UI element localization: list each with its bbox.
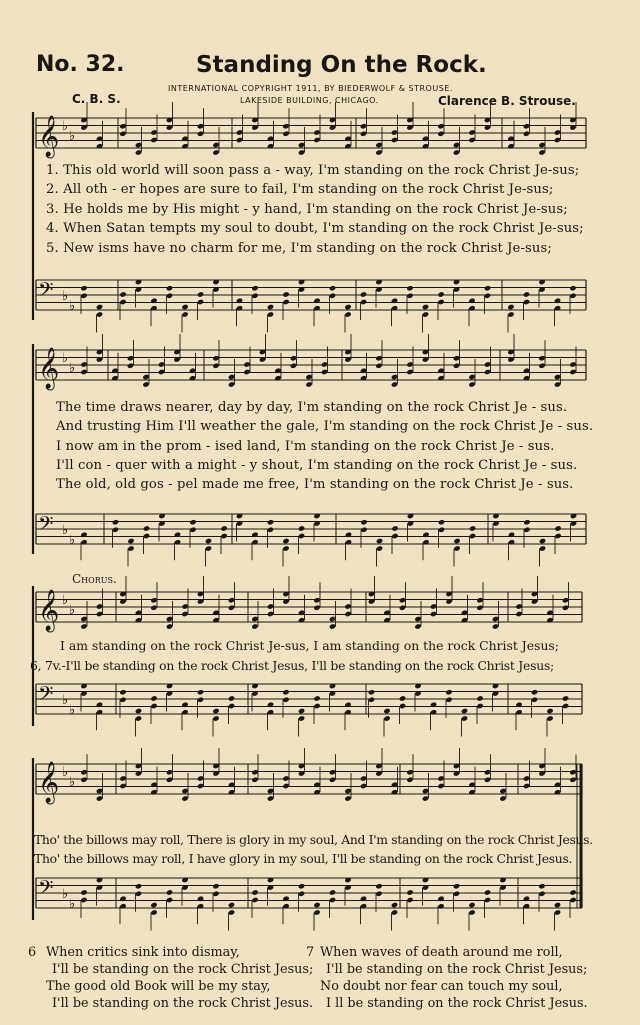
note-head [538,883,545,889]
note-head [298,525,305,531]
note-head [437,291,444,297]
note-head [422,304,429,310]
note-head [391,298,398,304]
flat-icon: ♭ [62,119,69,134]
note-head [96,702,103,708]
note-head [267,702,274,708]
note-head [360,896,367,902]
note-head [282,689,289,695]
verse-line: 2. All oth - er hopes are sure to fail, I'm standing on the rock Christ Je-sus; [46,182,554,197]
note-head [166,285,173,291]
note-head [438,519,445,525]
flat-icon: ♭ [62,693,69,708]
note-head [523,291,530,297]
note-head [468,298,475,304]
chorus-line: 6, 7v.-I'll be standing on the rock Christ Jesus, I'll be standing on the rock Christ Jesus; [30,658,554,673]
note-head [484,889,491,895]
note-head [569,889,576,895]
note-head [546,708,553,714]
note-head [391,525,398,531]
note-head [298,708,305,714]
note-head [119,689,126,695]
lyricist-credit: C. B. S. [72,92,121,106]
note-head [406,889,413,895]
verse-line: The old, old gos - pel made me free, I'm standing on the rock Christ Je - sus. [56,477,574,492]
treble-clef-icon: 𝄞 [38,116,60,157]
note-head [554,525,561,531]
hymn-title: Standing On the Rock. [196,52,487,78]
note-head [453,883,460,889]
treble-clef-icon: 𝄞 [38,348,60,389]
note-head [212,883,219,889]
flat-icon: ♭ [62,289,69,304]
stanza-line: When critics sink into dismay, [46,945,240,960]
note-head [119,896,126,902]
copyright-line-2: LAKESIDE BUILDING, CHICAGO. [240,96,379,105]
note-head [112,519,119,525]
note-head [135,883,142,889]
note-head [251,285,258,291]
note-head [468,902,475,908]
note-head [368,689,375,695]
verse-line: The time draws nearer, day by day, I'm standing on the rock Christ Je - sus. [56,400,568,415]
verse-line: 5. New isms have no charm for me, I'm standing on the rock Christ Je-sus; [46,241,552,256]
flat-icon: ♭ [62,523,69,538]
note-head [344,304,351,310]
composer-credit: Clarence B. Strouse. [438,94,576,108]
note-head [422,532,429,538]
note-head [531,689,538,695]
note-head [127,538,134,544]
bass-clef-icon: 𝄢 [38,682,54,710]
stanza-number: 6 [28,945,37,960]
note-head [181,702,188,708]
note-head [469,525,476,531]
note-head [197,896,204,902]
stanza-7 [320,944,588,1012]
note-head [189,519,196,525]
flat-icon: ♭ [62,887,69,902]
verse-line: And trusting Him I'll weather the gale, I'm standing on the rock Christ Je - sus. [56,419,594,434]
note-head [80,889,87,895]
stanza-line: I'll be standing on the rock Christ Jesus; [326,962,588,977]
stanza-line: I'll be standing on the rock Christ Jesus. [52,996,314,1011]
chorus-line: Tho' the billows may roll, There is glory in my soul, And I'm standing on the rock Christ Jesus. [34,832,593,847]
note-head [360,519,367,525]
hymn-number: No. 32. [36,52,125,77]
note-head [212,708,219,714]
note-head [267,519,274,525]
note-head [554,902,561,908]
verse-line: 1. This old world will soon pass a - way, I'm standing on the rock Christ Je-sus; [46,163,580,178]
stanza-line: No doubt nor fear can touch my soul, [320,979,563,994]
note-head [345,532,352,538]
note-head [554,298,561,304]
treble-clef-icon: 𝄞 [38,590,60,631]
note-head [523,519,530,525]
note-head [80,285,87,291]
flat-icon: ♭ [62,593,69,608]
verse-line: 4. When Satan tempts my soul to doubt, I'm standing on the rock Christ Je-sus; [46,221,584,236]
note-head [437,896,444,902]
note-head [197,291,204,297]
note-head [484,285,491,291]
note-head [313,695,320,701]
note-head [267,304,274,310]
note-head [282,538,289,544]
bass-clef-icon: 𝄢 [38,512,54,540]
note-head [236,298,243,304]
flat-icon: ♭ [69,129,76,144]
note-head [523,896,530,902]
stanza-line: The good old Book will be my stay, [46,979,271,994]
flat-icon: ♭ [62,765,69,780]
note-head [453,538,460,544]
note-head [298,883,305,889]
flat-icon: ♭ [69,897,76,912]
note-head [329,285,336,291]
note-head [251,889,258,895]
note-head [205,538,212,544]
note-head [406,285,413,291]
note-head [150,695,157,701]
note-head [476,695,483,701]
note-head [515,702,522,708]
note-head [220,525,227,531]
note-head [360,291,367,297]
stanza-line: I ll be standing on the rock Christ Jesus. [326,996,588,1011]
treble-clef-icon: 𝄞 [38,762,60,803]
flat-icon: ♭ [69,775,76,790]
note-head [445,689,452,695]
verse-line: I now am in the prom - ised land, I'm standing on the rock Christ Je - sus. [56,439,555,454]
bass-clef-icon: 𝄢 [38,876,54,904]
note-head [197,689,204,695]
flat-icon: ♭ [69,533,76,548]
note-head [181,304,188,310]
flat-icon: ♭ [69,703,76,718]
note-head [344,702,351,708]
note-head [228,695,235,701]
note-head [150,902,157,908]
note-head [508,532,515,538]
chorus-label: Chorus. [72,572,117,586]
stanza-line: I'll be standing on the rock Christ Jesus; [52,962,314,977]
note-head [430,702,437,708]
bass-clef-icon: 𝄢 [38,278,54,306]
stanza-6 [46,944,313,1012]
note-head [399,695,406,701]
note-head [507,304,514,310]
note-head [383,708,390,714]
flat-icon: ♭ [62,351,69,366]
flat-icon: ♭ [69,299,76,314]
note-head [228,902,235,908]
note-head [282,291,289,297]
note-head [96,304,103,310]
note-head [166,889,173,895]
note-head [143,525,150,531]
chorus-line: Tho' the billows may roll, I have glory in my soul, I'll be standing on the rock Christ Jesus. [34,851,573,866]
note-head [119,291,126,297]
note-head [569,285,576,291]
flat-icon: ♭ [69,603,76,618]
note-head [251,532,258,538]
note-head [539,538,546,544]
note-head [135,708,142,714]
note-head [313,298,320,304]
note-head [282,896,289,902]
note-head [375,883,382,889]
note-head [562,695,569,701]
note-head [150,298,157,304]
note-head [313,902,320,908]
verse-line: 3. He holds me by His might - y hand, I'm standing on the rock Christ Je-sus; [46,202,568,217]
note-head [329,889,336,895]
note-head [174,532,181,538]
verse-line: I'll con - quer with a might - y shout, I'm standing on the rock Christ Je - sus. [56,458,578,473]
chorus-line: I am standing on the rock Christ Je-sus, I am standing on the rock Christ Jesus; [60,638,559,653]
stanza-line: When waves of death around me roll, [320,945,563,960]
copyright-line-1: INTERNATIONAL COPYRIGHT 1911, BY BIEDERWOLF & STROUSE. [168,84,453,93]
note-head [376,538,383,544]
note-head [391,902,398,908]
note-head [80,532,87,538]
flat-icon: ♭ [69,361,76,376]
stanza-number: 7 [306,945,315,960]
note-head [461,708,468,714]
